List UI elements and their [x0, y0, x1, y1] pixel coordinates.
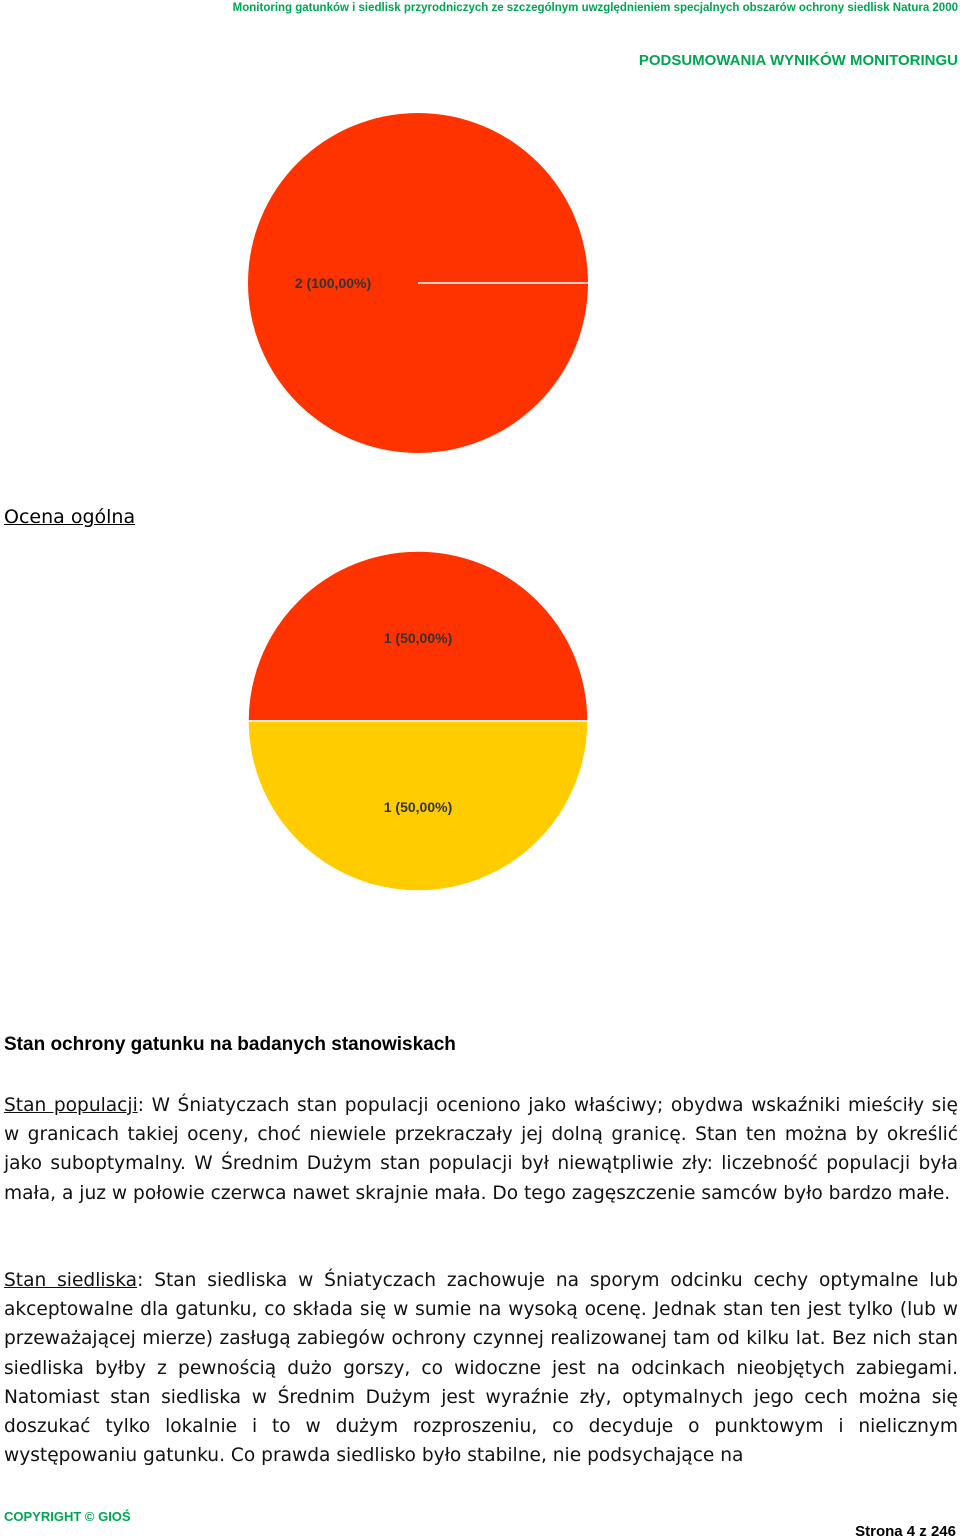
- stan-siedliska-text: : Stan siedliska w Śniatyczach zachowuje na sporym odcinku cechy optymalne lub akceptowalne dla gatunku, co składa się w sumie na wysoką ocenę. Jednak stan ten jest tylko (lub w przeważającej mierze) zasługą zabiegów ochrony czynnej realizowanej tam od kilku lat. Bez nich stan siedliska byłby z pewnością dużo gorszy, co widoczne jest na odcinkach nieobjętych zabiegami. Natomiast stan siedliska w Średnim Dużym jest wyraźnie zły, optymalnych jego cech można się doszukać tylko lokalnie i to w dużym rozproszeniu, co decyduje o punktowym i nielicznym występowaniu gatunku. Co prawda siedlisko było stabilne, nie podsychające na: [4, 1270, 958, 1467]
- stan-populacji-text: : W Śniatyczach stan populacji oceniono jako właściwy; obydwa wskaźniki mieściły się w granicach takiej oceny, choć niewiele przekraczały jej dolną granicę. Stan ten można by określić jako suboptymalny. W Średnim Dużym stan populacji był niewątpliwie zły: liczebność populacji była mała, a juz w połowie czerwca nawet skrajnie mała. Do tego zagęszczenie samców było bardzo małe.: [4, 1095, 958, 1204]
- document-header-title: Monitoring gatunków i siedlisk przyrodniczych ze szczególnym uwzględnieniem specjalnych obszarów ochrony siedlisk Natura 2000: [232, 2, 958, 14]
- pie-slice-label: 2 (100,00%): [294, 275, 372, 291]
- footer-page-number: Strona 4 z 246: [855, 1523, 956, 1540]
- paragraph-stan-populacji: [4, 1091, 958, 1208]
- ocena-ogolna-label: Ocena ogólna: [4, 506, 136, 528]
- footer-copyright: COPYRIGHT © GIOŚ: [4, 1509, 131, 1524]
- pie-slice-label-bottom: 1 (50,00%): [383, 799, 453, 815]
- pie-chart-2: [0, 540, 960, 920]
- section-header: PODSUMOWANIA WYNIKÓW MONITORINGU: [638, 52, 958, 69]
- section-heading: Stan ochrony gatunku na badanych stanowiskach: [4, 1034, 456, 1055]
- stan-siedliska-label: Stan siedliska: [4, 1270, 138, 1291]
- pie-chart-1: [0, 0, 960, 460]
- paragraph-stan-siedliska: [4, 1266, 958, 1470]
- pie-slice-label-top: 1 (50,00%): [383, 630, 453, 646]
- stan-populacji-label: Stan populacji: [4, 1095, 138, 1116]
